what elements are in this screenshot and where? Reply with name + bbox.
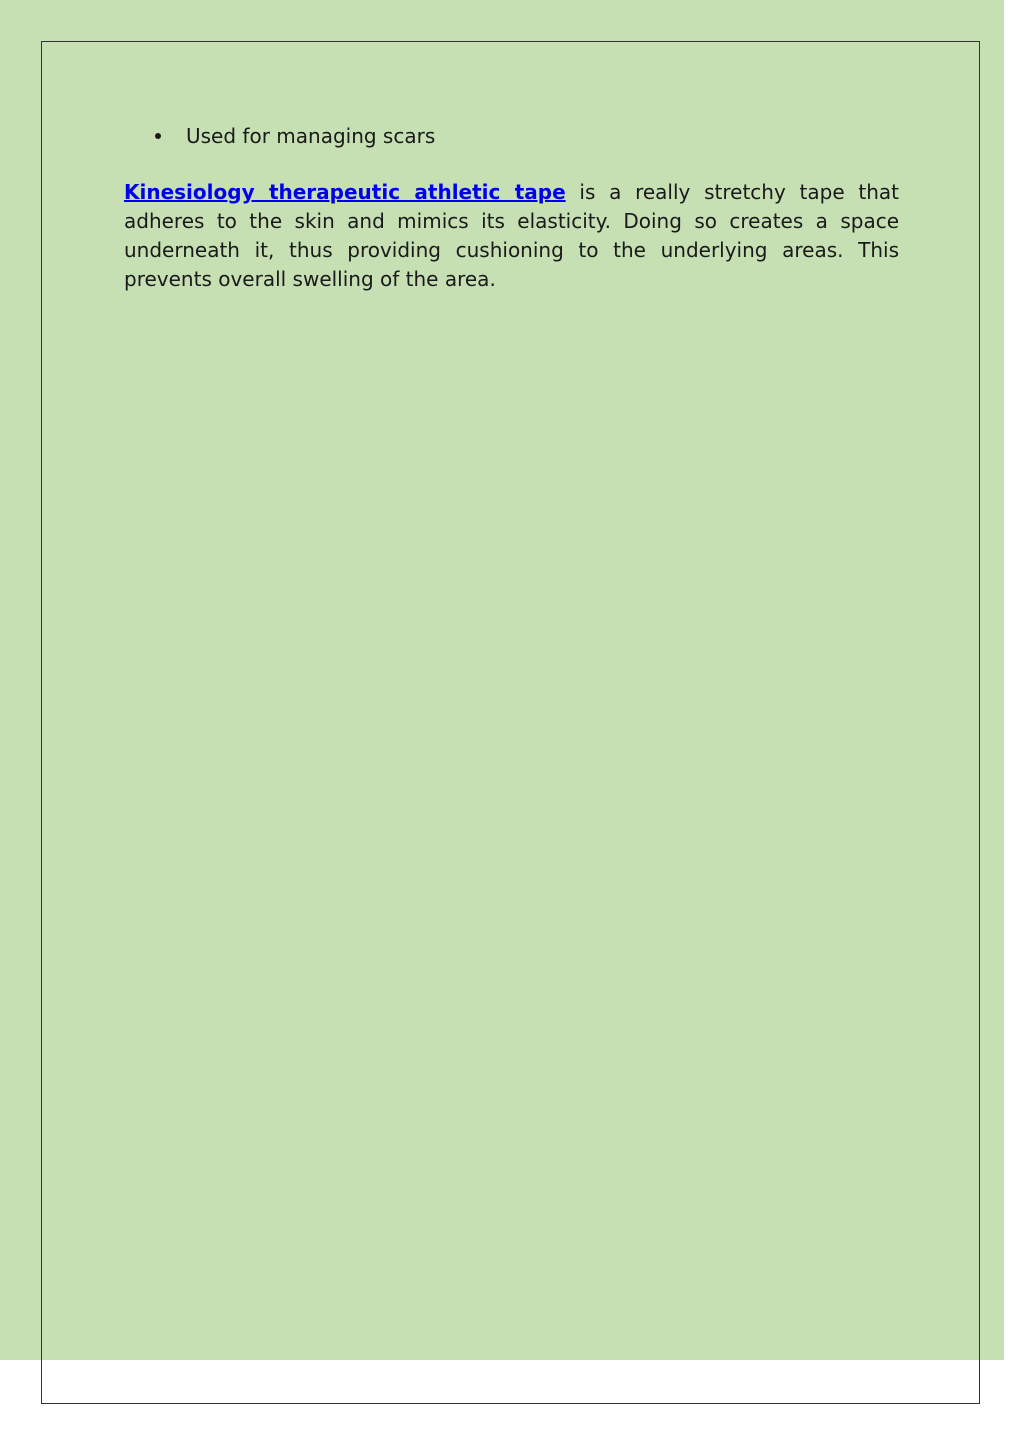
bullet-text: Used for managing scars [186, 124, 436, 148]
list-item [124, 120, 899, 152]
body-paragraph [124, 178, 899, 294]
kinesiology-tape-link[interactable]: Kinesiology therapeutic athletic tape [124, 180, 566, 204]
paragraph-text: is a really stretchy tape that adheres to the skin and mimics its elasticity. Doing so creates a space underneath it, thus providing cushioning to the underlying areas. This prevents overall swelling of the area. [124, 180, 899, 291]
bullet-list [124, 120, 899, 152]
document-body [124, 120, 899, 294]
bullet-icon [155, 133, 161, 139]
